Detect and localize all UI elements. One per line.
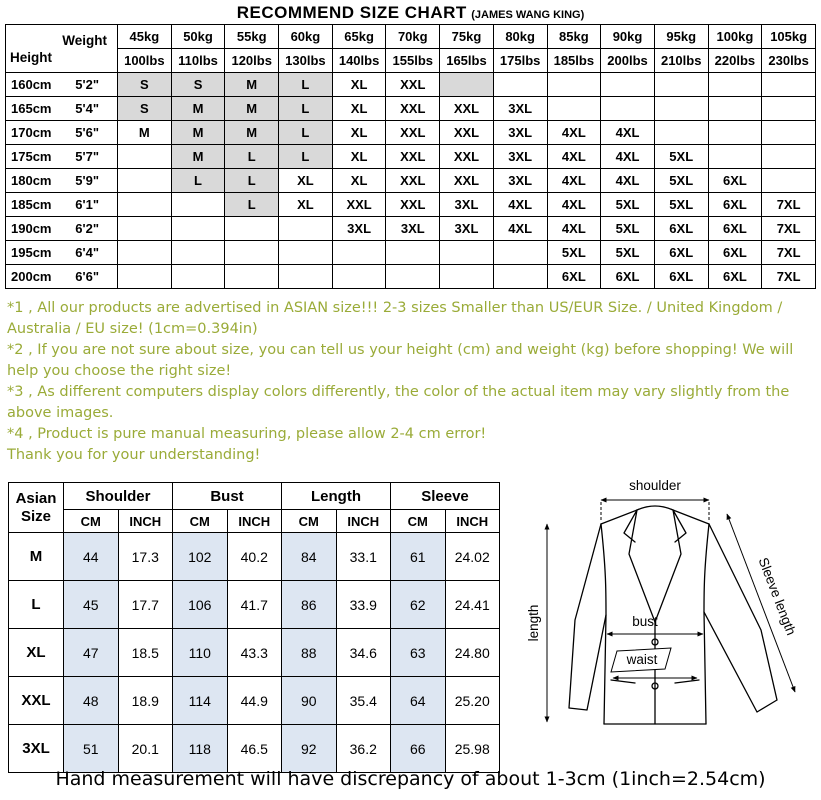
height-ft: 6'2" xyxy=(75,221,99,236)
cm-value: 90 xyxy=(282,677,337,725)
table-row xyxy=(9,533,500,581)
inch-value: 25.20 xyxy=(445,677,500,725)
size-cell xyxy=(279,217,333,241)
table-row xyxy=(6,145,816,169)
jacket-body-left xyxy=(601,524,606,724)
inch-value: 17.3 xyxy=(118,533,173,581)
weight-kg-header: 85kg xyxy=(547,25,601,49)
waist-label: waist xyxy=(626,652,658,667)
size-cell: XXL xyxy=(440,97,494,121)
size-cell: 5XL xyxy=(654,145,708,169)
weight-kg-header: 70kg xyxy=(386,25,440,49)
height-cell xyxy=(6,217,118,241)
weight-lbs-header: 230lbs xyxy=(762,49,816,73)
weight-kg-header: 100kg xyxy=(708,25,762,49)
size-cell xyxy=(493,73,547,97)
size-cell: 4XL xyxy=(547,121,601,145)
table-row xyxy=(6,169,816,193)
weight-kg-header: 65kg xyxy=(332,25,386,49)
measure-body xyxy=(9,533,500,773)
size-cell xyxy=(762,97,816,121)
cm-value: 92 xyxy=(282,725,337,773)
jacket-shoulder-left xyxy=(601,510,637,524)
size-cell xyxy=(332,241,386,265)
size-cell: XL xyxy=(279,169,333,193)
jacket-collar xyxy=(637,506,673,510)
size-cell: XL xyxy=(332,73,386,97)
jacket-lapel-left xyxy=(624,510,655,622)
size-cell xyxy=(493,241,547,265)
note-asian-size: *1 , All our products are advertised in ASIAN size!!! 2-3 sizes Smaller than US/EUR Size. / United Kingdom / Australia / EU size! (1cm=0.394in) xyxy=(7,300,783,337)
height-cell xyxy=(6,73,118,97)
weight-kg-header: 45kg xyxy=(118,25,172,49)
inch-value: 33.9 xyxy=(336,581,391,629)
table-row xyxy=(9,629,500,677)
size-cell: L xyxy=(225,169,279,193)
size-cell: XL xyxy=(279,193,333,217)
size-cell: XXL xyxy=(386,73,440,97)
size-cell: L xyxy=(279,121,333,145)
size-cell: 4XL xyxy=(547,217,601,241)
weight-label: Weight xyxy=(62,32,107,48)
table-row xyxy=(6,193,816,217)
size-cell: L xyxy=(171,169,225,193)
weight-lbs-header: 220lbs xyxy=(708,49,762,73)
matrix-head xyxy=(6,25,816,73)
size-cell: 4XL xyxy=(601,145,655,169)
size-cell: M xyxy=(225,121,279,145)
size-cell xyxy=(654,73,708,97)
weight-kg-header: 80kg xyxy=(493,25,547,49)
measure-head xyxy=(9,483,500,533)
size-cell: S xyxy=(118,73,172,97)
height-cell xyxy=(6,169,118,193)
table-row xyxy=(9,725,500,773)
jacket-lapel-right xyxy=(655,510,686,622)
table-row xyxy=(6,121,816,145)
size-cell: 4XL xyxy=(547,169,601,193)
weight-lbs-header: 185lbs xyxy=(547,49,601,73)
size-cell: XXL xyxy=(386,121,440,145)
height-cell-content xyxy=(6,77,117,92)
size-cell: 3XL xyxy=(493,145,547,169)
table-row xyxy=(9,510,500,533)
cm-value: 63 xyxy=(391,629,446,677)
size-cell xyxy=(440,241,494,265)
size-cell xyxy=(601,73,655,97)
size-cell xyxy=(601,97,655,121)
size-cell: 6XL xyxy=(708,265,762,289)
size-cell xyxy=(654,121,708,145)
height-cell-content xyxy=(6,245,117,260)
size-cell: M xyxy=(171,121,225,145)
jacket-sleeve-right xyxy=(704,524,777,712)
note-color-disclaimer: *3 , As different computers display colors differently, the color of the actual item may vary slightly from the above images. xyxy=(7,384,790,421)
inch-value: 35.4 xyxy=(336,677,391,725)
size-cell: 6XL xyxy=(708,169,762,193)
size-cell: XXL xyxy=(440,145,494,169)
size-cell: XL xyxy=(332,169,386,193)
jacket-shoulder-right xyxy=(673,510,709,524)
height-cell-content xyxy=(6,173,117,188)
table-row xyxy=(6,97,816,121)
cm-value: 51 xyxy=(64,725,119,773)
height-cell-content xyxy=(6,221,117,236)
matrix-corner xyxy=(6,25,118,73)
height-cell-content xyxy=(6,149,117,164)
height-ft: 5'7" xyxy=(75,149,99,164)
size-cell xyxy=(118,241,172,265)
jacket-diagram xyxy=(505,470,821,766)
footer-note: Hand measurement will have discrepancy of about 1-3cm (1inch=2.54cm) xyxy=(55,768,766,790)
inch-value: 41.7 xyxy=(227,581,282,629)
measure-group-header: Shoulder xyxy=(64,483,173,510)
size-cell: 6XL xyxy=(547,265,601,289)
inch-value: 18.5 xyxy=(118,629,173,677)
height-cell-content xyxy=(6,101,117,116)
note-thanks: Thank you for your understanding! xyxy=(7,447,261,463)
inch-value: 25.98 xyxy=(445,725,500,773)
inch-value: 44.9 xyxy=(227,677,282,725)
size-cell: S xyxy=(171,73,225,97)
length-label: length xyxy=(526,604,541,642)
height-cell xyxy=(6,97,118,121)
cm-value: 114 xyxy=(173,677,228,725)
unit-header: CM xyxy=(173,510,228,533)
measure-group-header: Sleeve xyxy=(391,483,500,510)
weight-kg-header: 60kg xyxy=(279,25,333,49)
height-cm: 190cm xyxy=(11,221,52,236)
height-cell-content xyxy=(6,125,117,140)
size-cell xyxy=(171,217,225,241)
height-ft: 5'4" xyxy=(75,101,99,116)
size-cell: XXL xyxy=(386,193,440,217)
size-cell: 5XL xyxy=(654,169,708,193)
size-cell: 5XL xyxy=(601,193,655,217)
size-cell xyxy=(386,241,440,265)
size-cell: 4XL xyxy=(601,169,655,193)
size-cell: 3XL xyxy=(386,217,440,241)
matrix-body xyxy=(6,73,816,289)
inch-value: 36.2 xyxy=(336,725,391,773)
size-cell xyxy=(332,265,386,289)
size-cell: M xyxy=(171,145,225,169)
weight-lbs-header: 100lbs xyxy=(118,49,172,73)
size-cell: XL xyxy=(332,121,386,145)
weight-kg-header: 55kg xyxy=(225,25,279,49)
size-matrix-table xyxy=(5,24,816,289)
height-ft: 5'9" xyxy=(75,173,99,188)
height-cell xyxy=(6,145,118,169)
size-cell xyxy=(708,145,762,169)
inch-value: 43.3 xyxy=(227,629,282,677)
bust-label: bust xyxy=(632,614,658,629)
weight-kg-header: 75kg xyxy=(440,25,494,49)
size-cell: L xyxy=(279,73,333,97)
cm-value: 106 xyxy=(173,581,228,629)
size-label: XL xyxy=(9,629,64,677)
measure-group-header: Bust xyxy=(173,483,282,510)
size-cell: 3XL xyxy=(493,121,547,145)
table-row xyxy=(6,73,816,97)
size-cell xyxy=(171,265,225,289)
unit-header: INCH xyxy=(227,510,282,533)
table-row xyxy=(6,49,816,73)
cm-value: 61 xyxy=(391,533,446,581)
size-cell xyxy=(654,97,708,121)
height-ft: 5'2" xyxy=(75,77,99,92)
unit-header: CM xyxy=(64,510,119,533)
inch-value: 20.1 xyxy=(118,725,173,773)
size-cell xyxy=(762,73,816,97)
weight-kg-header: 105kg xyxy=(762,25,816,49)
size-cell: 3XL xyxy=(493,97,547,121)
size-cell xyxy=(708,121,762,145)
size-cell: 3XL xyxy=(440,217,494,241)
table-row xyxy=(9,677,500,725)
size-cell: XXL xyxy=(386,169,440,193)
inch-value: 18.9 xyxy=(118,677,173,725)
height-cm: 180cm xyxy=(11,173,52,188)
size-cell: 7XL xyxy=(762,241,816,265)
sleeve-length-label: Sleeve length xyxy=(755,555,799,638)
note-measuring-error: *4 , Product is pure manual measuring, please allow 2-4 cm error! xyxy=(7,426,487,442)
size-cell: 7XL xyxy=(762,193,816,217)
weight-lbs-header: 175lbs xyxy=(493,49,547,73)
weight-kg-header: 95kg xyxy=(654,25,708,49)
unit-header: INCH xyxy=(336,510,391,533)
size-notes xyxy=(7,298,815,466)
height-cell xyxy=(6,265,118,289)
size-cell: XXL xyxy=(332,193,386,217)
unit-header: CM xyxy=(391,510,446,533)
table-row xyxy=(9,581,500,629)
weight-lbs-header: 120lbs xyxy=(225,49,279,73)
height-label: Height xyxy=(10,49,52,65)
size-label: XXL xyxy=(9,677,64,725)
size-cell: M xyxy=(171,97,225,121)
weight-lbs-header: 165lbs xyxy=(440,49,494,73)
height-cell-content xyxy=(6,269,117,284)
size-cell xyxy=(440,73,494,97)
height-ft: 6'6" xyxy=(75,269,99,284)
unit-header: INCH xyxy=(118,510,173,533)
size-cell: L xyxy=(225,145,279,169)
table-row xyxy=(6,25,816,49)
height-cm: 175cm xyxy=(11,149,52,164)
height-cm: 195cm xyxy=(11,245,52,260)
cm-value: 47 xyxy=(64,629,119,677)
cm-value: 118 xyxy=(173,725,228,773)
size-cell: S xyxy=(118,97,172,121)
unit-header: INCH xyxy=(445,510,500,533)
weight-lbs-header: 155lbs xyxy=(386,49,440,73)
size-cell: M xyxy=(118,121,172,145)
size-cell: 4XL xyxy=(547,193,601,217)
cm-value: 66 xyxy=(391,725,446,773)
size-cell: 6XL xyxy=(654,265,708,289)
size-cell xyxy=(118,145,172,169)
table-row xyxy=(6,241,816,265)
size-label: M xyxy=(9,533,64,581)
title-text: RECOMMEND SIZE CHART xyxy=(236,3,467,22)
weight-lbs-header: 210lbs xyxy=(654,49,708,73)
size-cell xyxy=(225,241,279,265)
size-cell: 6XL xyxy=(654,241,708,265)
weight-kg-header: 90kg xyxy=(601,25,655,49)
size-cell: L xyxy=(279,97,333,121)
size-cell xyxy=(279,265,333,289)
size-cell: L xyxy=(279,145,333,169)
size-cell: 7XL xyxy=(762,265,816,289)
size-cell: 6XL xyxy=(601,265,655,289)
inch-value: 34.6 xyxy=(336,629,391,677)
measure-group-header: Length xyxy=(282,483,391,510)
title-brand-text: (JAMES WANG KING) xyxy=(471,9,585,21)
jacket-annotations xyxy=(547,500,795,722)
cm-value: 84 xyxy=(282,533,337,581)
table-row xyxy=(9,483,500,510)
cm-value: 64 xyxy=(391,677,446,725)
shoulder-label: shoulder xyxy=(629,478,681,493)
size-cell xyxy=(171,193,225,217)
height-cm: 200cm xyxy=(11,269,52,284)
size-cell xyxy=(708,97,762,121)
height-ft: 5'6" xyxy=(75,125,99,140)
page-title xyxy=(0,3,821,23)
unit-header: CM xyxy=(282,510,337,533)
size-cell: XXL xyxy=(440,121,494,145)
cm-value: 45 xyxy=(64,581,119,629)
size-cell xyxy=(386,265,440,289)
size-cell: 4XL xyxy=(601,121,655,145)
size-cell: XXL xyxy=(386,97,440,121)
cm-value: 48 xyxy=(64,677,119,725)
size-cell xyxy=(547,73,601,97)
size-cell: XL xyxy=(332,145,386,169)
size-cell xyxy=(118,169,172,193)
size-cell xyxy=(171,241,225,265)
height-cell xyxy=(6,121,118,145)
size-cell: 6XL xyxy=(708,241,762,265)
size-cell: M xyxy=(225,73,279,97)
height-cm: 185cm xyxy=(11,197,52,212)
size-cell xyxy=(547,97,601,121)
cm-value: 86 xyxy=(282,581,337,629)
size-cell xyxy=(762,145,816,169)
size-cell: M xyxy=(225,97,279,121)
cm-value: 88 xyxy=(282,629,337,677)
size-cell: 5XL xyxy=(601,241,655,265)
size-cell: 7XL xyxy=(762,217,816,241)
cm-value: 102 xyxy=(173,533,228,581)
height-cm: 165cm xyxy=(11,101,52,116)
jacket-body-right xyxy=(704,524,709,724)
size-cell xyxy=(118,265,172,289)
inch-value: 24.02 xyxy=(445,533,500,581)
cm-value: 110 xyxy=(173,629,228,677)
size-cell xyxy=(440,265,494,289)
size-cell: 5XL xyxy=(654,193,708,217)
height-cell xyxy=(6,193,118,217)
inch-value: 40.2 xyxy=(227,533,282,581)
height-cm: 170cm xyxy=(11,125,52,140)
jacket-sleeve-left xyxy=(569,524,606,710)
height-ft: 6'1" xyxy=(75,197,99,212)
weight-lbs-header: 140lbs xyxy=(332,49,386,73)
size-cell xyxy=(225,265,279,289)
size-cell xyxy=(279,241,333,265)
size-label: L xyxy=(9,581,64,629)
inch-value: 46.5 xyxy=(227,725,282,773)
size-cell: 3XL xyxy=(440,193,494,217)
inch-value: 24.80 xyxy=(445,629,500,677)
size-cell: 5XL xyxy=(601,217,655,241)
size-cell: 6XL xyxy=(708,217,762,241)
size-cell: XXL xyxy=(386,145,440,169)
height-cell-content xyxy=(6,197,117,212)
size-cell: 3XL xyxy=(332,217,386,241)
table-row xyxy=(6,217,816,241)
inch-value: 24.41 xyxy=(445,581,500,629)
size-cell: 5XL xyxy=(547,241,601,265)
size-cell: 4XL xyxy=(493,193,547,217)
size-cell: 4XL xyxy=(547,145,601,169)
size-cell xyxy=(762,169,816,193)
cm-value: 62 xyxy=(391,581,446,629)
note-size-help: *2 , If you are not sure about size, you can tell us your height (cm) and weight (kg) before shopping! We will help you choose the right size! xyxy=(7,342,794,379)
size-cell xyxy=(118,217,172,241)
size-cell: XL xyxy=(332,97,386,121)
height-cell xyxy=(6,241,118,265)
size-cell xyxy=(225,217,279,241)
asian-size-header: Asian Size xyxy=(9,483,64,533)
size-cell xyxy=(762,121,816,145)
inch-value: 17.7 xyxy=(118,581,173,629)
table-row xyxy=(6,265,816,289)
size-cell xyxy=(708,73,762,97)
size-cell: XXL xyxy=(440,169,494,193)
weight-lbs-header: 130lbs xyxy=(279,49,333,73)
size-cell: 6XL xyxy=(708,193,762,217)
size-cell xyxy=(493,265,547,289)
inch-value: 33.1 xyxy=(336,533,391,581)
size-cell: L xyxy=(225,193,279,217)
size-label: 3XL xyxy=(9,725,64,773)
weight-lbs-header: 200lbs xyxy=(601,49,655,73)
weight-kg-header: 50kg xyxy=(171,25,225,49)
weight-lbs-header: 110lbs xyxy=(171,49,225,73)
cm-value: 44 xyxy=(64,533,119,581)
size-cell: 4XL xyxy=(493,217,547,241)
size-cell xyxy=(118,193,172,217)
measure-table xyxy=(8,482,500,773)
height-ft: 6'4" xyxy=(75,245,99,260)
jacket-outline xyxy=(569,506,777,724)
height-cm: 160cm xyxy=(11,77,52,92)
size-cell: 3XL xyxy=(493,169,547,193)
size-cell: 6XL xyxy=(654,217,708,241)
